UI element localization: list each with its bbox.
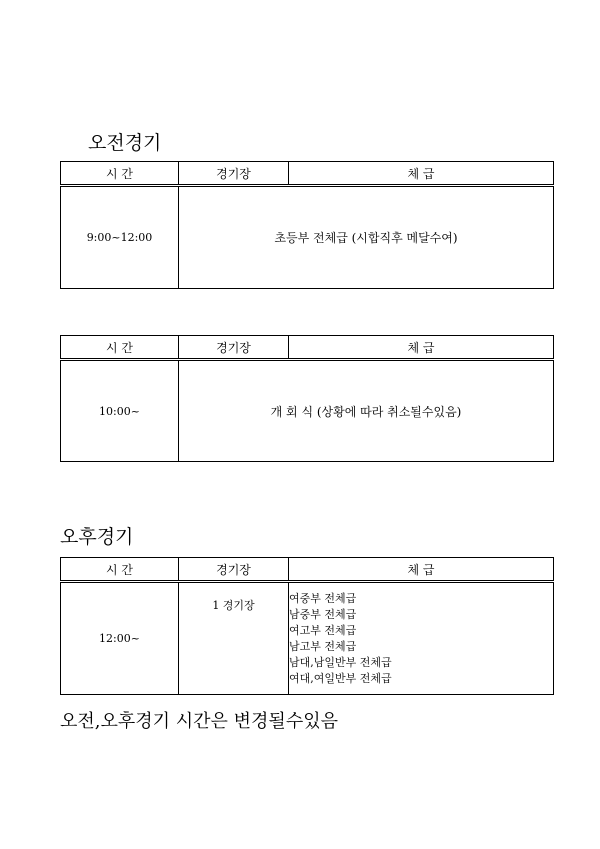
header-class: 체 급 (289, 336, 554, 360)
morning-description: 초등부 전체급 (시합직후 메달수여) (179, 186, 554, 289)
header-time: 시 간 (61, 558, 179, 582)
header-class: 체 급 (289, 162, 554, 186)
morning-heading: 오전경기 (88, 132, 162, 154)
class-item: 여고부 전체급 (289, 623, 357, 637)
header-time: 시 간 (61, 336, 179, 360)
afternoon-schedule-table (60, 557, 554, 695)
morning-schedule-table (60, 161, 554, 289)
header-venue: 경기장 (179, 162, 289, 186)
class-item: 여중부 전체급 (289, 591, 357, 605)
header-venue: 경기장 (179, 336, 289, 360)
header-class: 체 급 (289, 558, 554, 582)
afternoon-classes (289, 582, 554, 695)
afternoon-time: 12:00~ (61, 582, 179, 695)
class-item: 남중부 전체급 (289, 607, 357, 621)
schedule-change-note: 오전,오후경기 시간은 변경될수있음 (60, 711, 338, 732)
ceremony-description: 개 회 식 (상황에 따라 취소될수있음) (179, 360, 554, 462)
class-item: 남고부 전체급 (289, 639, 357, 653)
ceremony-schedule-table (60, 335, 554, 462)
afternoon-venue: 1 경기장 (179, 582, 289, 695)
afternoon-heading: 오후경기 (60, 526, 134, 548)
class-item: 남대,남일반부 전체급 (289, 655, 392, 669)
header-venue: 경기장 (179, 558, 289, 582)
ceremony-time: 10:00~ (61, 360, 179, 462)
header-time: 시 간 (61, 162, 179, 186)
class-item: 여대,여일반부 전체급 (289, 671, 392, 685)
morning-time: 9:00~12:00 (61, 186, 179, 289)
